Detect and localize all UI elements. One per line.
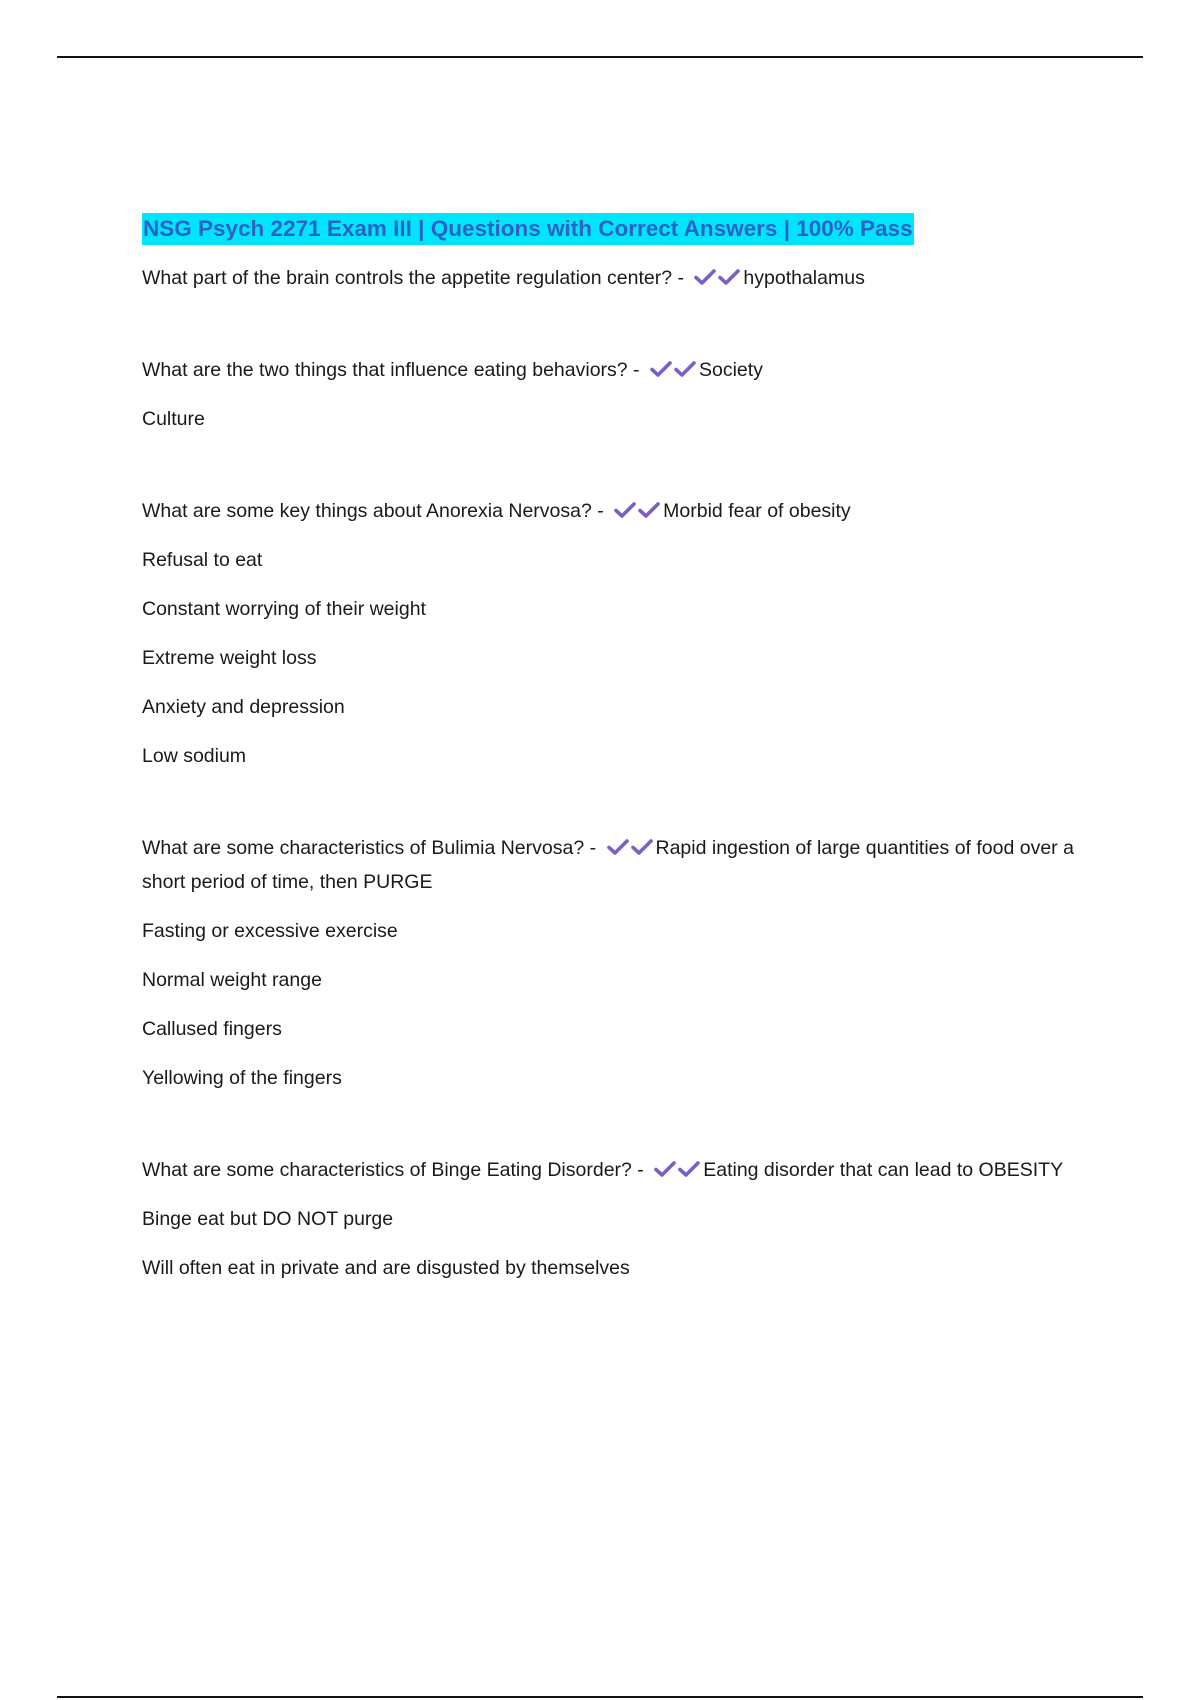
top-rule bbox=[57, 56, 1143, 58]
answer-text: Society bbox=[698, 359, 763, 381]
correct-answer-marks bbox=[649, 359, 697, 381]
answer-line: Fasting or excessive exercise bbox=[142, 920, 398, 942]
qa-item bbox=[142, 494, 1082, 773]
answer-line: Low sodium bbox=[142, 745, 247, 767]
question-text: What are some characteristics of Binge Eating Disorder? - bbox=[142, 1159, 644, 1181]
question-line bbox=[142, 261, 1082, 295]
qa-item bbox=[142, 831, 1082, 1095]
checkmark-icon bbox=[613, 500, 637, 520]
question-line bbox=[142, 494, 1082, 528]
answer-text: hypothalamus bbox=[743, 267, 865, 289]
answer-line: Constant worrying of their weight bbox=[142, 598, 426, 620]
answer-line: Will often eat in private and are disgusted by themselves bbox=[142, 1257, 630, 1279]
checkmark-icon bbox=[673, 359, 697, 379]
qa-item bbox=[142, 353, 1082, 436]
answer-line: Binge eat but DO NOT purge bbox=[142, 1208, 394, 1230]
checkmark-icon bbox=[693, 267, 717, 287]
answer-line: Anxiety and depression bbox=[142, 696, 345, 718]
question-text: What are some key things about Anorexia Nervosa? - bbox=[142, 500, 604, 522]
question-line bbox=[142, 353, 1082, 387]
answer-line: Yellowing of the fingers bbox=[142, 1067, 342, 1089]
document-title: NSG Psych 2271 Exam III | Questions with Correct Answers | 100% Pass bbox=[142, 213, 914, 245]
answer-line: Culture bbox=[142, 408, 205, 430]
question-text: What are some characteristics of Bulimia Nervosa? - bbox=[142, 837, 597, 859]
question-line bbox=[142, 1153, 1082, 1187]
checkmark-icon bbox=[677, 1159, 701, 1179]
correct-answer-marks bbox=[606, 837, 654, 859]
bottom-rule bbox=[57, 1696, 1143, 1698]
checkmark-icon bbox=[649, 359, 673, 379]
qa-item bbox=[142, 261, 1082, 295]
question-text: What part of the brain controls the appetite regulation center? - bbox=[142, 267, 684, 289]
qa-list bbox=[142, 261, 1082, 1285]
answer-text: Morbid fear of obesity bbox=[663, 500, 851, 522]
answer-line: Extreme weight loss bbox=[142, 647, 317, 669]
checkmark-icon bbox=[653, 1159, 677, 1179]
correct-answer-marks bbox=[613, 500, 661, 522]
answer-text: Rapid ingestion of large quantities of food over a short period of time, then PURGE bbox=[142, 837, 1074, 893]
answer-line: Callused fingers bbox=[142, 1018, 282, 1040]
question-text: What are the two things that influence eating behaviors? - bbox=[142, 359, 640, 381]
correct-answer-marks bbox=[693, 267, 741, 289]
checkmark-icon bbox=[637, 500, 661, 520]
checkmark-icon bbox=[717, 267, 741, 287]
checkmark-icon bbox=[606, 837, 630, 857]
answer-line: Refusal to eat bbox=[142, 549, 263, 571]
document-body bbox=[142, 213, 1082, 1285]
checkmark-icon bbox=[630, 837, 654, 857]
correct-answer-marks bbox=[653, 1159, 701, 1181]
question-line bbox=[142, 831, 1082, 899]
answer-text: Eating disorder that can lead to OBESITY bbox=[703, 1159, 1064, 1181]
answer-line: Normal weight range bbox=[142, 969, 322, 991]
qa-item bbox=[142, 1153, 1082, 1285]
